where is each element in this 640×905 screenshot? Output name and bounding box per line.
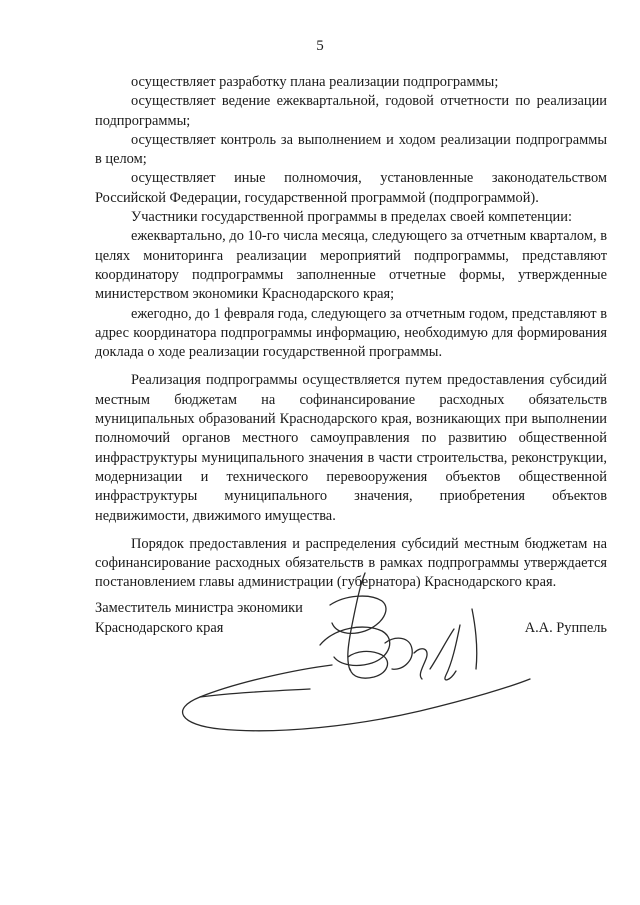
paragraph: осуществляет иные полномочия, установленные законодательством Российской Федерации, государственной программой (подпрограммой).: [95, 170, 607, 206]
signatory-name: А.А. Руппель: [524, 620, 607, 636]
paragraph: осуществляет контроль за выполнением и ходом реализации подпрограммы в целом;: [95, 131, 607, 168]
paragraph: Реализация подпрограммы осуществляется путем предоставления субсидий местным бюджетам на софинансирование расходных обязательств муниципальных образований Краснодарского края, возникающих при выполнении полномочий органов местного самоуправления по развитию общественной инфраструктуры муниципального значения в части строительства, реконструкции, модернизации и технического перевооружения объектов общественной инфраструктуры муниципального значения, приобретения объектов недвижимости, движимого имущества.: [95, 372, 607, 524]
paragraph: Порядок предоставления и распределения субсидий местным бюджетам на софинансирование расходных обязательств в рамках подпрограммы утверждается постановлением главы администрации (губернатора) Краснодарского края.: [95, 535, 607, 591]
handwritten-signature: [160, 565, 560, 760]
signatory-title-line1: Заместитель министра экономики: [95, 600, 303, 616]
signatory-title-line2: Краснодарского края: [95, 620, 224, 636]
paragraph: ежеквартально, до 10-го числа месяца, следующего за отчетным кварталом, в целях мониторинга реализации мероприятий подпрограммы, представляют координатору подпрограммы заполненные отчетные формы, утвержденные министерством экономики Краснодарского края;: [95, 228, 607, 303]
paragraph: Участники государственной программы в пределах своей компетенции:: [131, 209, 572, 226]
document-body: [95, 73, 607, 593]
page-number: 5: [316, 38, 324, 54]
paragraph: ежегодно, до 1 февраля года, следующего за отчетным годом, представляют в адрес координатора подпрограммы информацию, необходимую для формирования доклада о ходе реализации государственной программы.: [95, 305, 607, 361]
paragraph: осуществляет разработку плана реализации подпрограммы;: [131, 74, 499, 90]
paragraph: осуществляет ведение ежеквартальной, годовой отчетности по реализации подпрограммы;: [95, 93, 607, 129]
